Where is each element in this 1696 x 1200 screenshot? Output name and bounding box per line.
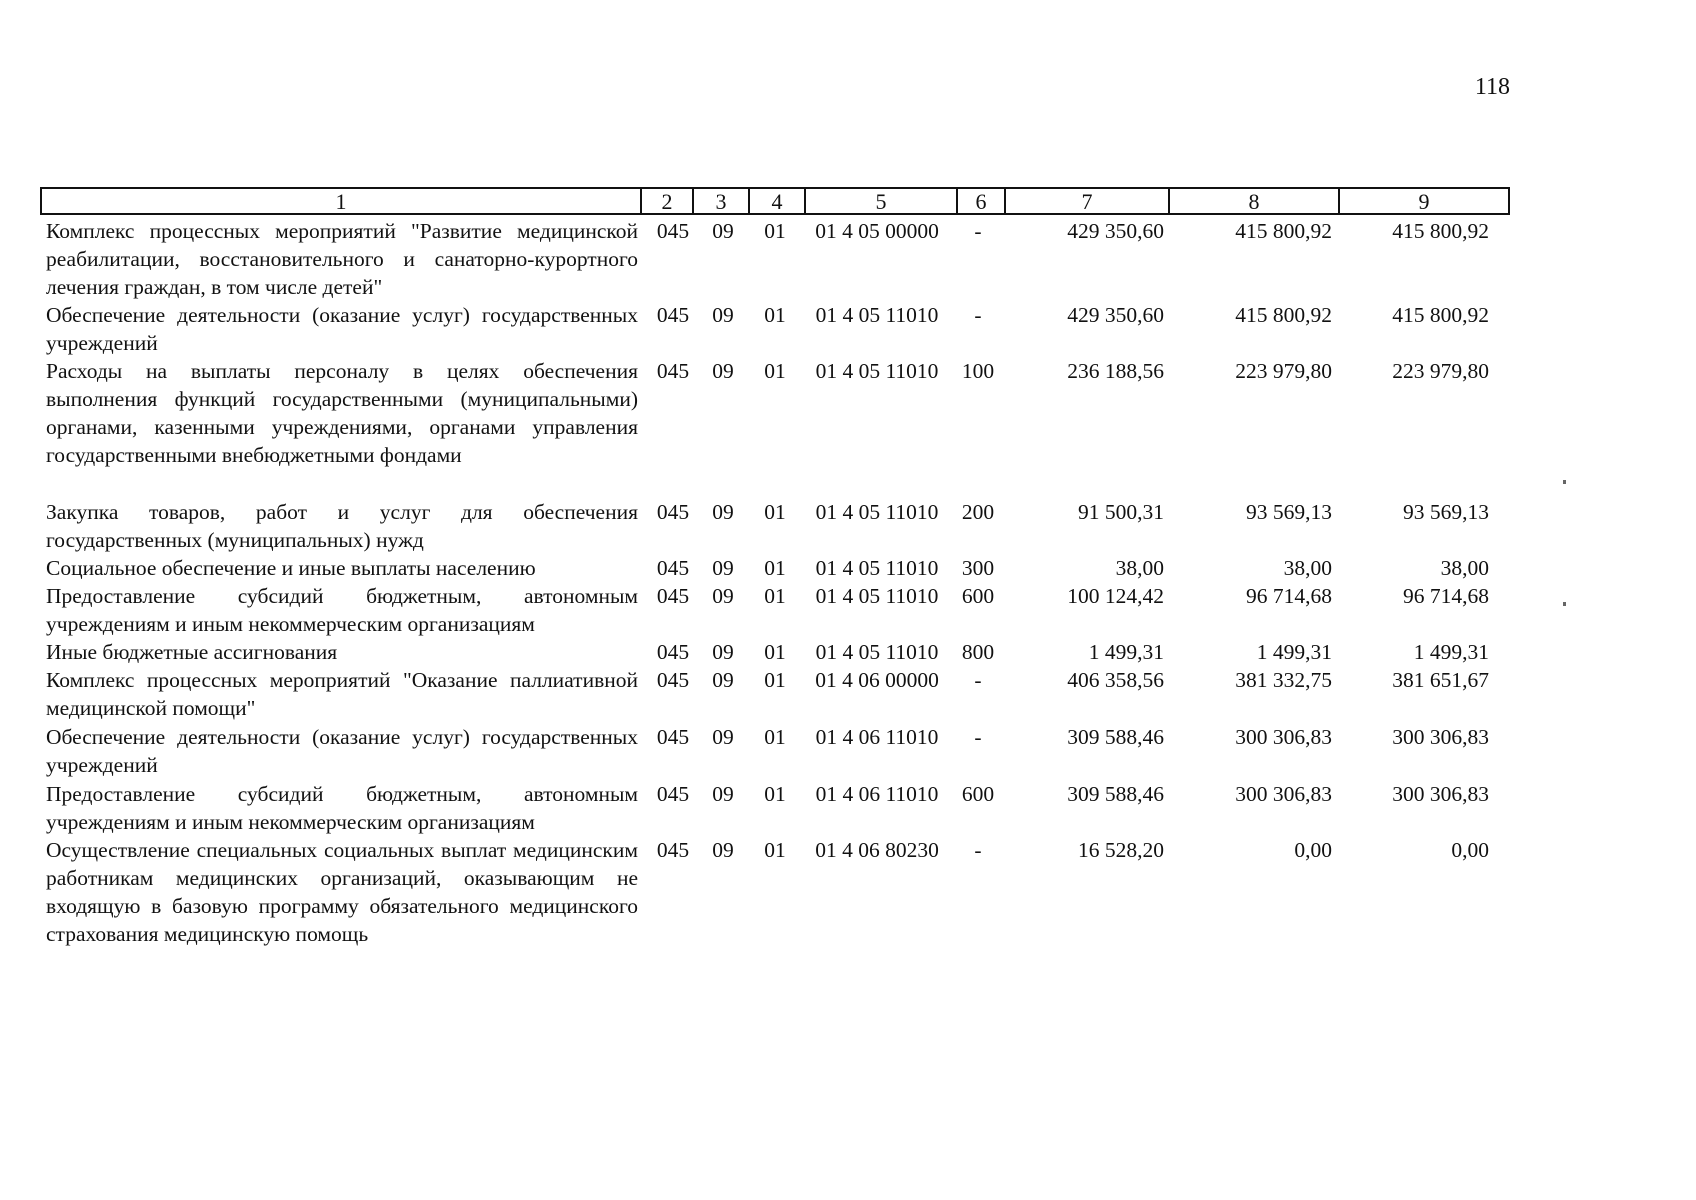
header-col-8: 8 — [1168, 189, 1338, 213]
row-cell-c2: 045 — [656, 584, 690, 608]
row-cell-c5: 01 4 06 11010 — [815, 725, 939, 749]
row-cell-c7: 429 350,60 — [1067, 219, 1164, 243]
row-cell-c7: 236 188,56 — [1067, 359, 1164, 383]
row-cell-c9: 415 800,92 — [1392, 303, 1489, 327]
row-cell-c6: - — [974, 668, 982, 692]
row-cell-c3: 09 — [712, 584, 734, 608]
row-cell-c9: 381 651,67 — [1392, 668, 1489, 692]
table-row — [40, 780, 1510, 836]
row-cell-c2: 045 — [656, 640, 690, 664]
row-cell-c7: 38,00 — [1115, 556, 1164, 580]
row-cell-c4: 01 — [764, 668, 786, 692]
row-cell-c5: 01 4 05 11010 — [815, 640, 939, 664]
row-cell-c9: 93 569,13 — [1403, 500, 1489, 524]
row-cell-c2: 045 — [656, 219, 690, 243]
row-cell-c4: 01 — [764, 584, 786, 608]
row-cell-c3: 09 — [712, 303, 734, 327]
row-cell-c3: 09 — [712, 782, 734, 806]
row-cell-c8: 300 306,83 — [1235, 725, 1332, 749]
row-name: Комплекс процессных мероприятий "Развитие медицинской реабилитации, восстановительного и санаторно-курортного лечения граждан, в том числе детей" — [46, 219, 638, 299]
row-cell-c5: 01 4 05 00000 — [815, 219, 939, 243]
row-cell-c2: 045 — [656, 359, 690, 383]
row-name: Комплекс процессных мероприятий "Оказание паллиативной медицинской помощи" — [46, 668, 638, 720]
row-cell-c7: 1 499,31 — [1088, 640, 1164, 664]
row-cell-c6: - — [974, 219, 982, 243]
row-cell-c6: 300 — [961, 556, 995, 580]
table-row — [40, 554, 1510, 582]
scan-speck — [1563, 480, 1566, 484]
row-cell-c2: 045 — [656, 725, 690, 749]
table-row — [40, 666, 1510, 722]
row-cell-c4: 01 — [764, 838, 786, 862]
header-col-3: 3 — [692, 189, 748, 213]
row-name: Предоставление субсидий бюджетным, автономным учреждениям и иным некоммерческим организациям — [46, 584, 638, 636]
table-row — [40, 638, 1510, 666]
row-cell-c3: 09 — [712, 725, 734, 749]
row-cell-c3: 09 — [712, 668, 734, 692]
row-cell-c5: 01 4 06 11010 — [815, 782, 939, 806]
row-cell-c9: 415 800,92 — [1392, 219, 1489, 243]
row-cell-c8: 96 714,68 — [1246, 584, 1332, 608]
row-name: Закупка товаров, работ и услуг для обеспечения государственных (муниципальных) нужд — [46, 500, 638, 552]
budget-table — [40, 187, 1510, 946]
row-cell-c8: 1 499,31 — [1256, 640, 1332, 664]
row-cell-c8: 0,00 — [1294, 838, 1332, 862]
row-cell-c3: 09 — [712, 556, 734, 580]
row-cell-c7: 100 124,42 — [1067, 584, 1164, 608]
row-cell-c7: 406 358,56 — [1067, 668, 1164, 692]
header-col-5: 5 — [804, 189, 956, 213]
row-cell-c9: 0,00 — [1451, 838, 1489, 862]
row-cell-c6: 600 — [961, 584, 995, 608]
table-row — [40, 836, 1510, 976]
row-cell-c4: 01 — [764, 782, 786, 806]
row-cell-c5: 01 4 05 11010 — [815, 584, 939, 608]
row-name: Обеспечение деятельности (оказание услуг) государственных учреждений — [46, 303, 638, 355]
row-cell-c7: 309 588,46 — [1067, 782, 1164, 806]
row-cell-c8: 415 800,92 — [1235, 303, 1332, 327]
row-cell-c5: 01 4 05 11010 — [815, 556, 939, 580]
header-col-7: 7 — [1004, 189, 1168, 213]
row-cell-c2: 045 — [656, 668, 690, 692]
row-cell-c2: 045 — [656, 303, 690, 327]
row-cell-c5: 01 4 05 11010 — [815, 303, 939, 327]
row-cell-c5: 01 4 06 00000 — [815, 668, 939, 692]
row-name: Расходы на выплаты персоналу в целях обеспечения выполнения функций государственными (муниципальными) органами, казенными учреждениями, органами управления государственными внебюджетными фондами — [46, 359, 638, 467]
row-cell-c4: 01 — [764, 556, 786, 580]
row-cell-c7: 91 500,31 — [1078, 500, 1164, 524]
row-cell-c2: 045 — [656, 838, 690, 862]
row-cell-c5: 01 4 05 11010 — [815, 359, 939, 383]
scan-speck — [1563, 602, 1566, 606]
row-cell-c9: 38,00 — [1440, 556, 1489, 580]
header-col-4: 4 — [748, 189, 804, 213]
table-row — [40, 217, 1510, 301]
row-cell-c3: 09 — [712, 500, 734, 524]
row-cell-c6: 600 — [961, 782, 995, 806]
row-cell-c2: 045 — [656, 782, 690, 806]
header-col-6: 6 — [956, 189, 1004, 213]
row-name: Социальное обеспечение и иные выплаты населению — [46, 556, 536, 580]
row-cell-c9: 96 714,68 — [1403, 584, 1489, 608]
row-cell-c8: 415 800,92 — [1235, 219, 1332, 243]
row-cell-c4: 01 — [764, 303, 786, 327]
row-cell-c3: 09 — [712, 838, 734, 862]
row-cell-c8: 300 306,83 — [1235, 782, 1332, 806]
row-name: Осуществление специальных социальных выплат медицинским работникам медицинских организаций, оказывающим не входящую в базовую программу обязательного медицинского страхования медицинскую помощь — [46, 838, 638, 946]
row-cell-c9: 1 499,31 — [1413, 640, 1489, 664]
row-cell-c7: 16 528,20 — [1078, 838, 1164, 862]
row-cell-c9: 223 979,80 — [1392, 359, 1489, 383]
row-cell-c4: 01 — [764, 359, 786, 383]
table-row — [40, 498, 1510, 554]
row-cell-c4: 01 — [764, 725, 786, 749]
row-cell-c8: 93 569,13 — [1246, 500, 1332, 524]
row-cell-c7: 309 588,46 — [1067, 725, 1164, 749]
row-cell-c4: 01 — [764, 640, 786, 664]
row-cell-c3: 09 — [712, 359, 734, 383]
row-cell-c7: 429 350,60 — [1067, 303, 1164, 327]
row-name: Иные бюджетные ассигнования — [46, 640, 338, 664]
row-cell-c2: 045 — [656, 500, 690, 524]
table-row — [40, 582, 1510, 638]
row-cell-c6: 200 — [961, 500, 995, 524]
table-row — [40, 301, 1510, 357]
table-row — [40, 723, 1510, 779]
table-header-row — [40, 187, 1510, 215]
row-cell-c4: 01 — [764, 219, 786, 243]
table-row — [40, 357, 1510, 498]
row-cell-c5: 01 4 05 11010 — [815, 500, 939, 524]
header-col-1: 1 — [335, 189, 347, 214]
row-cell-c6: - — [974, 725, 982, 749]
row-cell-c9: 300 306,83 — [1392, 725, 1489, 749]
row-cell-c6: - — [974, 838, 982, 862]
page-number: 118 — [1474, 74, 1510, 100]
row-cell-c5: 01 4 06 80230 — [815, 838, 939, 862]
row-cell-c2: 045 — [656, 556, 690, 580]
row-name: Обеспечение деятельности (оказание услуг) государственных учреждений — [46, 725, 638, 777]
row-cell-c8: 381 332,75 — [1235, 668, 1332, 692]
header-col-9: 9 — [1338, 189, 1508, 213]
row-cell-c3: 09 — [712, 219, 734, 243]
row-cell-c6: 100 — [961, 359, 995, 383]
row-cell-c8: 223 979,80 — [1235, 359, 1332, 383]
row-cell-c8: 38,00 — [1283, 556, 1332, 580]
row-cell-c3: 09 — [712, 640, 734, 664]
row-cell-c6: 800 — [961, 640, 995, 664]
row-name: Предоставление субсидий бюджетным, автономным учреждениям и иным некоммерческим организациям — [46, 782, 638, 834]
row-cell-c6: - — [974, 303, 982, 327]
row-cell-c9: 300 306,83 — [1392, 782, 1489, 806]
row-cell-c4: 01 — [764, 500, 786, 524]
header-col-2: 2 — [640, 189, 692, 213]
